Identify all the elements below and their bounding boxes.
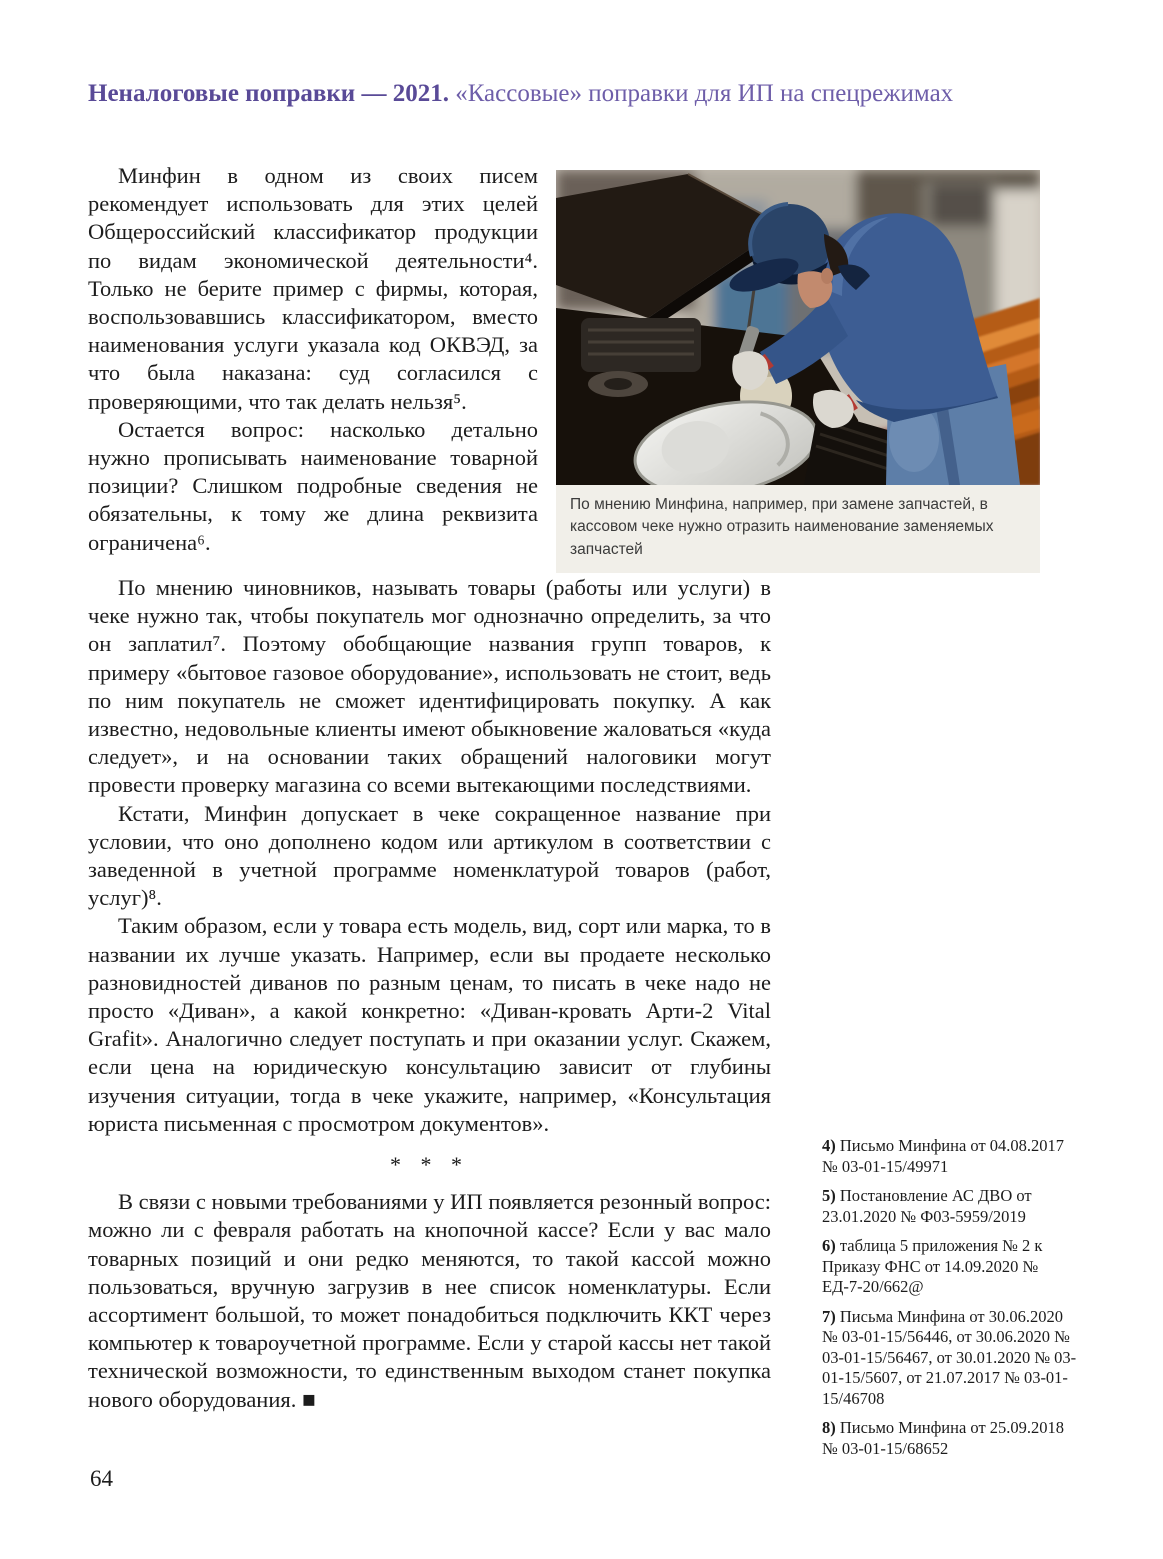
footnote-6 xyxy=(822,1236,1080,1298)
footnote-4 xyxy=(822,1136,1080,1177)
footnote-text: Письмо Минфина от 25.09.2018 № 03-01-15/68652 xyxy=(822,1418,1065,1458)
footnote-number: 8) xyxy=(822,1418,836,1437)
article-title: «Кассовые» поправки для ИП на спецрежимах xyxy=(455,80,954,107)
final-paragraph: В связи с новыми требованиями у ИП появляется резонный вопрос: можно ли с февраля работать на кнопочной кассе? Если у вас мало товарных позиций и они редко меняются, то такой кассой можно пользоваться, вручную загрузив в нее список номенклатуры. Если ассортимент большой, то может понадобиться подключить ККТ через компьютер к товароучетной программе. Если у старой кассы нет такой технической возможности, то единственным выходом станет покупка нового оборудования. ■ xyxy=(88,1189,771,1412)
body-paragraph: Остается вопрос: насколько детально нужно прописывать наименование товарной позиции? Слишком подробные сведения не обязательны, к тому же длина реквизита ограничена⁶. xyxy=(88,416,538,555)
footnote-7 xyxy=(822,1307,1080,1410)
footnote-number: 6) xyxy=(822,1236,836,1255)
body-paragraph: Кстати, Минфин допускает в чеке сокращенное название при условии, что оно дополнено кодом или артикулом в соответствии с заведенной в учетной программе номенклатурой товаров (работ, услуг)⁸. xyxy=(88,800,771,911)
footnote-text: Письмо Минфина от 04.08.2017 № 03-01-15/49971 xyxy=(822,1136,1065,1176)
footnote-text: таблица 5 приложения № 2 к Приказу ФНС от 14.09.2020 № ЕД-7-20/662@ xyxy=(822,1236,1043,1296)
body-paragraph: По мнению чиновников, называть товары (работы или услуги) в чеке нужно так, чтобы покупатель мог однозначно определить, за что он заплатил⁷. Поэтому обобщающие названия групп товаров, к примеру «бытовое газовое оборудование», использовать не стоит, ведь по ним покупатель не сможет идентифицировать покупку. А как известно, недовольные клиенты имеют обыкновение жаловаться «куда следует», и на основании таких обращений налоговики могут провести проверку магазина со всеми вытекающими последствиями. xyxy=(88,575,771,798)
footnote-text: Постановление АС ДВО от 23.01.2020 № Ф03-5959/2019 xyxy=(822,1186,1032,1226)
workshop-photo xyxy=(556,170,1040,485)
section-separator: * * * xyxy=(390,1152,469,1178)
text-column-main xyxy=(88,574,771,1414)
page-header xyxy=(88,80,1088,108)
article-figure xyxy=(556,170,1040,573)
footnote-text: Письма Минфина от 30.06.2020 № 03-01-15/56446, от 30.06.2020 № 03-01-15/56467, от 30.01.2020 № 03-01-15/5607, от 21.07.2017 № 03-01-15/46708 xyxy=(822,1306,1077,1408)
photo-caption: По мнению Минфина, например, при замене запчастей, в кассовом чеке нужно отразить наименование заменяемых запчастей xyxy=(556,485,1040,573)
body-paragraph: Минфин в одном из своих писем рекомендует использовать для этих целей Общероссийский классификатор продукции по видам экономической деятельности⁴. Только не берите пример с фирмы, которая, воспользовавшись классификатором, вместо наименования услуги указала код ОКВЭД, за что была наказана: суд согласился с проверяющими, что так делать нельзя⁵. xyxy=(88,163,538,414)
text-column-left xyxy=(88,162,538,557)
footnote-number: 4) xyxy=(822,1136,836,1155)
footnote-number: 5) xyxy=(822,1186,836,1205)
page-number: 64 xyxy=(90,1466,113,1491)
footnote-number: 7) xyxy=(822,1306,836,1326)
footnote-5 xyxy=(822,1186,1080,1227)
footnotes-column xyxy=(822,1136,1080,1468)
footnote-8 xyxy=(822,1418,1080,1459)
section-title: Неналоговые поправки — 2021. xyxy=(88,80,449,107)
body-paragraph: Таким образом, если у товара есть модель, вид, сорт или марка, то в названии их лучше указать. Например, если вы продаете несколько разновидностей диванов по разным ценам, то писать в чеке надо не просто «Диван», а какой конкретно: «Диван-кровать Арти-2 Vital Grafit». Аналогично следует поступать и при оказании услуг. Скажем, если цена на юридическую консультацию зависит от глубины изучения ситуации, тогда в чеке укажите, например, «Консультация юриста письменная с просмотром документов». xyxy=(88,913,771,1136)
